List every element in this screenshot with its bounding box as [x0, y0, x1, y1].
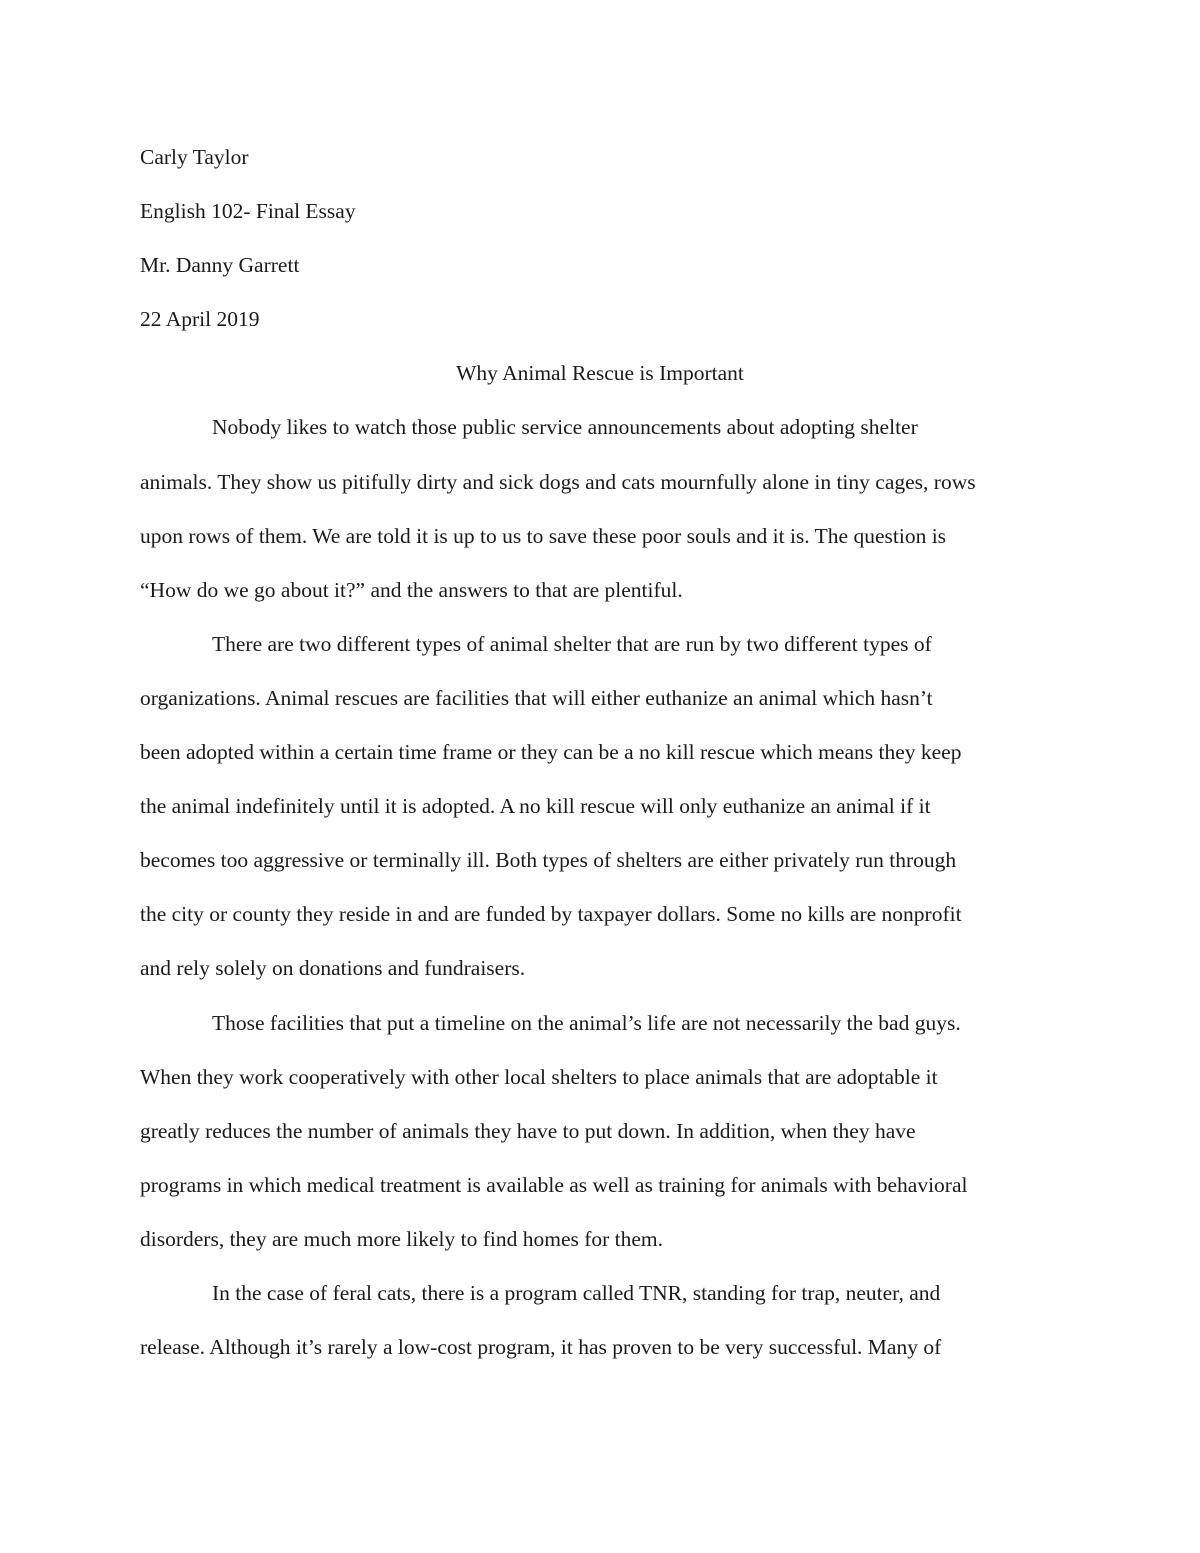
paragraph-line: greatly reduces the number of animals they have to put down. In addition, when they have — [140, 1118, 916, 1143]
paragraph-line: Those facilities that put a timeline on the animal’s life are not necessarily the bad guys. — [212, 1010, 961, 1035]
paragraph-line: release. Although it’s rarely a low-cost program, it has proven to be very successful. Many of — [140, 1335, 942, 1360]
paragraph-line: animals. They show us pitifully dirty and sick dogs and cats mournfully alone in tiny cages, rows — [140, 469, 976, 494]
paragraph-line: organizations. Animal rescues are facilities that will either euthanize an animal which hasn’t — [140, 685, 933, 710]
paragraph-line: disorders, they are much more likely to find homes for them. — [140, 1226, 664, 1251]
course-name: English 102- Final Essay — [140, 199, 356, 224]
essay-title: Why Animal Rescue is Important — [456, 361, 744, 386]
paragraph-2 — [140, 617, 1060, 996]
paragraph-line: and rely solely on donations and fundraisers. — [140, 956, 526, 981]
paragraph-line: “How do we go about it?” and the answers to that are plentiful. — [140, 577, 683, 602]
paragraph-3 — [140, 996, 1060, 1266]
paragraph-line: upon rows of them. We are told it is up to us to save these poor souls and it is. The question is — [140, 523, 947, 548]
paragraph-line: been adopted within a certain time frame or they can be a no kill rescue which means they keep — [140, 740, 962, 765]
paragraph-line: the animal indefinitely until it is adopted. A no kill rescue will only euthanize an animal if it — [140, 794, 931, 819]
paragraph-line: Nobody likes to watch those public service announcements about adopting shelter — [212, 415, 918, 440]
paragraph-line: becomes too aggressive or terminally ill. Both types of shelters are either privately run through — [140, 848, 957, 873]
paragraph-4 — [140, 1266, 1060, 1374]
paragraph-line: There are two different types of animal shelter that are run by two different types of — [212, 631, 932, 656]
paragraph-line: the city or county they reside in and are funded by taxpayer dollars. Some no kills are nonprofit — [140, 902, 962, 927]
essay-date: 22 April 2019 — [140, 307, 260, 332]
paragraph-1 — [140, 400, 1060, 616]
instructor-name: Mr. Danny Garrett — [140, 253, 300, 278]
paragraph-line: When they work cooperatively with other local shelters to place animals that are adoptable it — [140, 1064, 938, 1089]
paragraph-line: programs in which medical treatment is available as well as training for animals with behavioral — [140, 1172, 968, 1197]
essay-body — [140, 130, 1060, 1374]
author-name: Carly Taylor — [140, 145, 249, 169]
paragraph-line: In the case of feral cats, there is a program called TNR, standing for trap, neuter, and — [212, 1280, 941, 1305]
